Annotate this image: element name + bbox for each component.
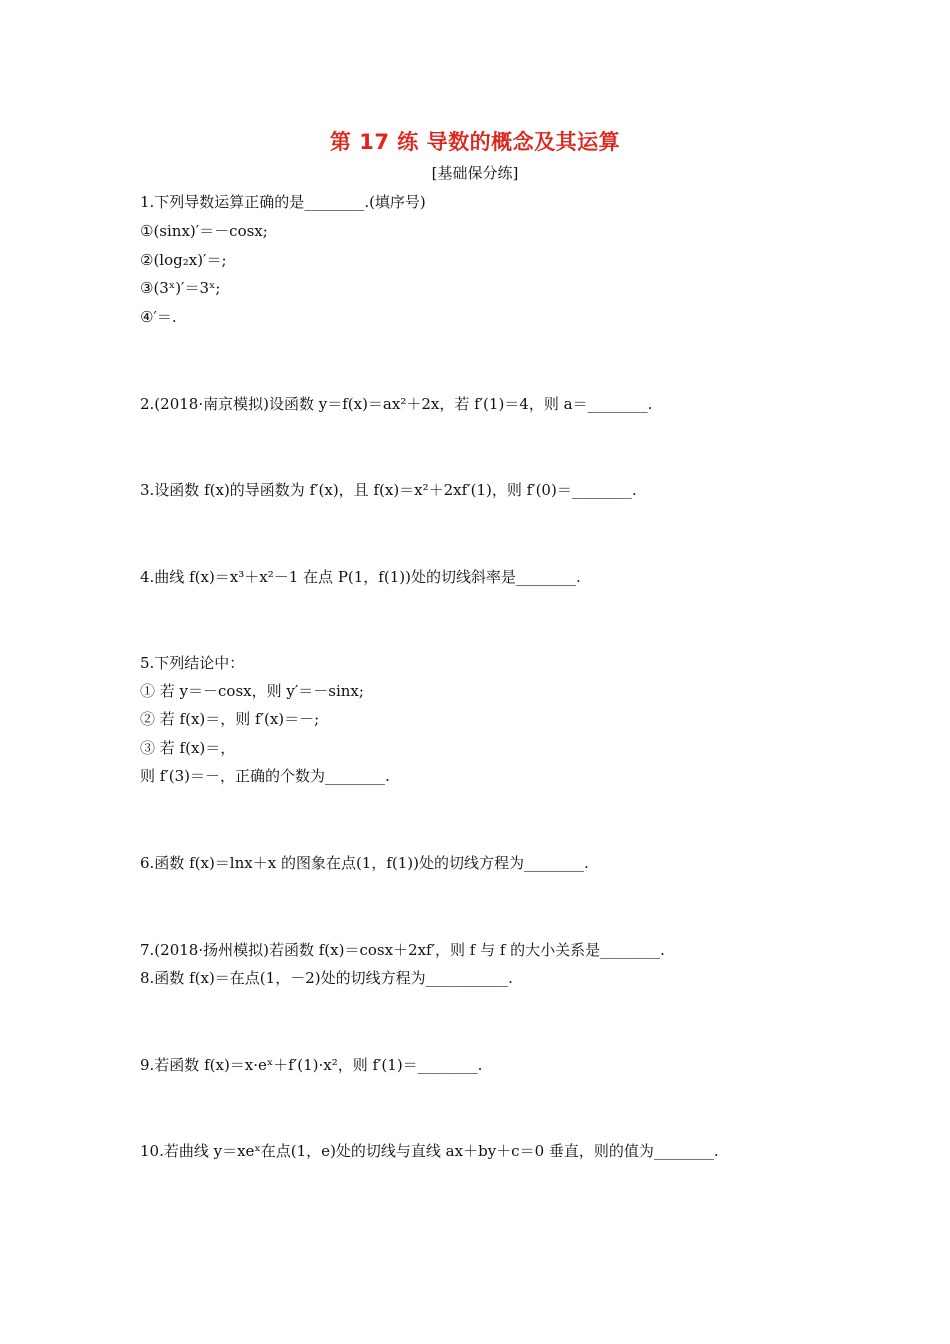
question-3: 3.设函数 f(x)的导函数为 f′(x)，且 f(x)＝x²＋2xf′(1)，则 f′(0)＝________.: [140, 481, 637, 499]
question-4: 4.曲线 f(x)＝x³＋x²－1 在点 P(1，f(1))处的切线斜率是________.: [140, 568, 581, 586]
q5-conclusion: 则 f′(3)＝－，正确的个数为________.: [140, 767, 390, 785]
q1-option-2: ②(log₂x)′＝;: [140, 251, 227, 269]
q1-option-1: ①(sinx)′＝－cosx;: [140, 222, 268, 240]
question-1: 1.下列导数运算正确的是________.(填序号): [140, 193, 426, 211]
page-title: 第 17 练 导数的概念及其运算: [329, 130, 621, 154]
question-8: 8.函数 f(x)＝在点(1，－2)处的切线方程为___________.: [140, 969, 513, 987]
question-9: 9.若函数 f(x)＝x·eˣ＋f′(1)·x²，则 f′(1)＝________.: [140, 1056, 483, 1074]
question-2: 2.(2018·南京模拟)设函数 y＝f(x)＝ax²＋2x，若 f′(1)＝4，则 a＝________.: [140, 395, 653, 413]
q1-option-4: ④′＝.: [140, 308, 177, 326]
section-subtitle: [基础保分练]: [431, 164, 519, 182]
question-7: 7.(2018·扬州模拟)若函数 f(x)＝cosx＋2xf′，则 f 与 f 的大小关系是________.: [140, 941, 665, 959]
q5-statement-2: ② 若 f(x)＝，则 f′(x)＝－;: [140, 710, 320, 728]
question-5: 5.下列结论中：: [140, 654, 245, 672]
question-6: 6.函数 f(x)＝lnx＋x 的图象在点(1，f(1))处的切线方程为________.: [140, 854, 589, 872]
q5-statement-1: ① 若 y＝－cosx，则 y′＝－sinx;: [140, 682, 364, 700]
question-10: 10.若曲线 y＝xeˣ在点(1，e)处的切线与直线 ax＋by＋c＝0 垂直，则的值为________.: [140, 1142, 719, 1160]
q1-option-3: ③(3ˣ)′＝3ˣ;: [140, 279, 221, 297]
q5-statement-3: ③ 若 f(x)＝，: [140, 739, 236, 757]
